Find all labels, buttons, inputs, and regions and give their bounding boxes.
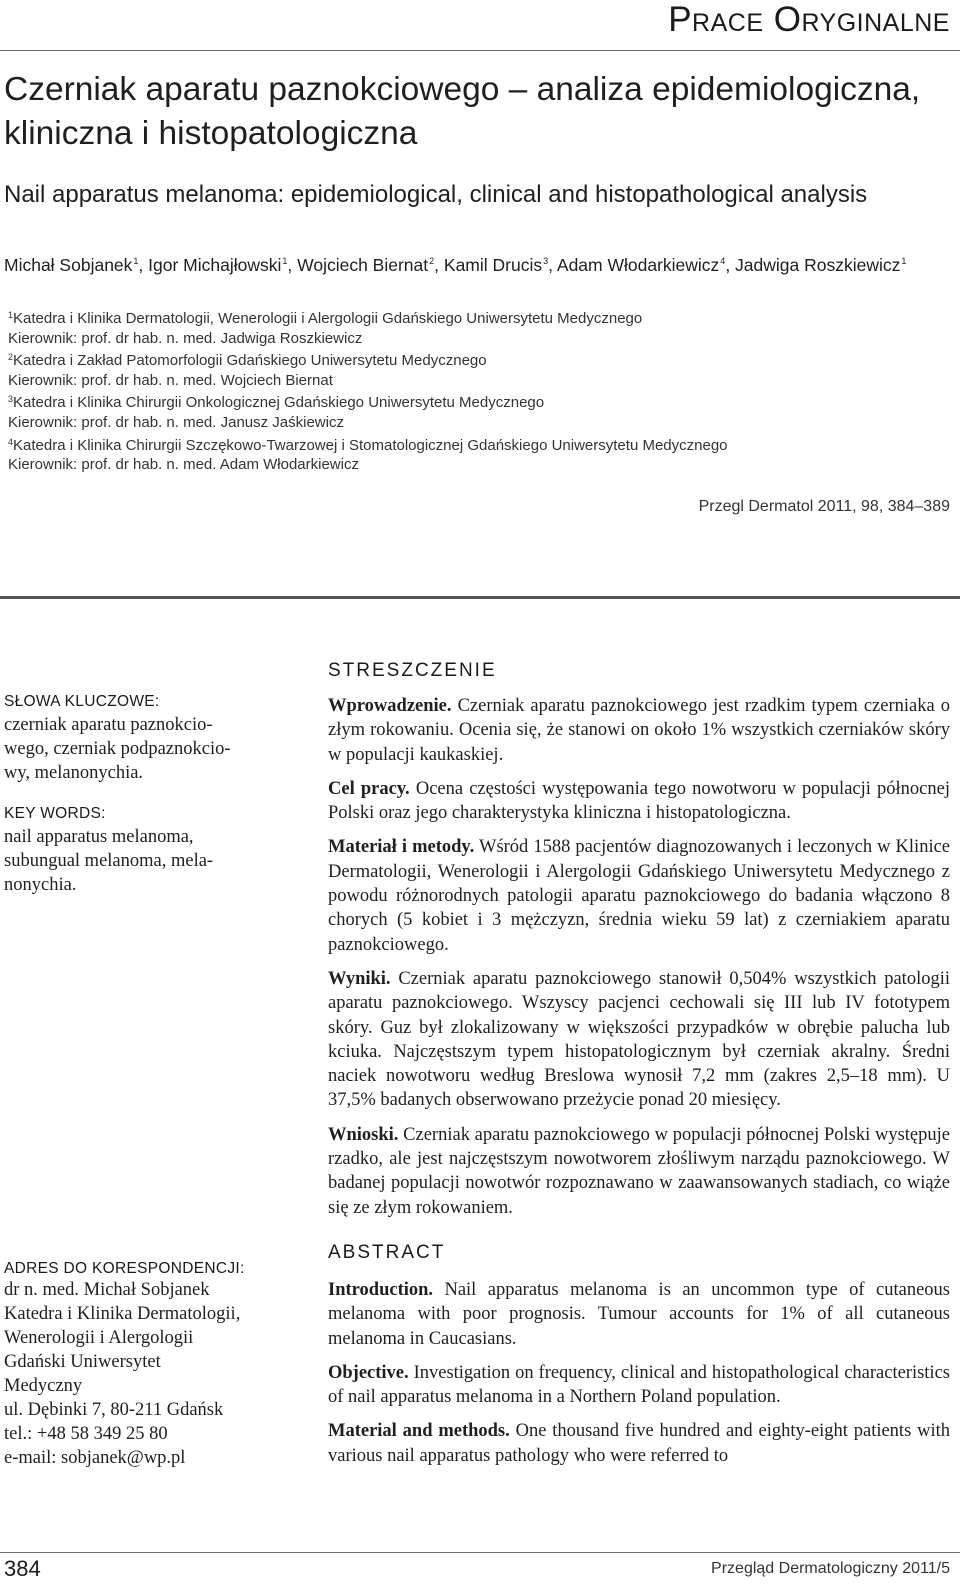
- abstract-paragraph: Wyniki. Czerniak aparatu paznokciowego stanowił 0,504% wszystkich patologii aparatu paznokciowego. Wszyscy pacjenci cechowali się III lub IV fototypem skóry. Guz był zlokalizowany w większości przypadków w obrębie palucha lub kciuka. Najczęstszym typem histopatologicznym był czerniak akralny. Średni naciek nowotworu według Breslowa wynosił 7,2 mm (zakres 2,5–18 mm). U 37,5% badanych obserwowano przeżycie ponad 20 miesięcy.: [328, 968, 950, 1111]
- journal-footer: Przegląd Dermatologiczny 2011/5: [711, 1560, 950, 1577]
- author: Jadwiga Roszkiewicz$^1$: [735, 255, 907, 275]
- email-link[interactable]: e-mail: sobjanek@wp.pl: [4, 1448, 186, 1468]
- author: Wojciech Biernat$^2$,: [297, 255, 444, 275]
- abstract-paragraph: Materiał i metody. Wśród 1588 pacjentów diagnozowanych i leczonych w Klinice Dermatologii, Wenerologii i Alergologii Gdańskiego Uniwersytetu Medycznego z powodu różnorodnych patologii aparatu paznokciowego do badania włączono 8 chorych (5 kobiet i 3 mężczyzn, średnia wieku 59 lat) z czerniakiem aparatu paznokciowego.: [328, 837, 951, 955]
- abstract-paragraph: Cel pracy. Ocena częstości występowania tego nowotworu w populacji północnej Polski oraz jego charakterystyka kliniczna i histopatologiczna.: [328, 778, 950, 824]
- header-rule: [0, 50, 960, 51]
- affiliations: [8, 306, 908, 475]
- keywords-en-heading: KEY WORDS:: [4, 805, 106, 822]
- correspondence-address: [4, 1260, 289, 1470]
- streszczenie-heading: STRESZCZENIE: [328, 660, 497, 681]
- author-list: [4, 248, 954, 278]
- keywords-en-text: nail apparatus melanoma, subungual melanoma, mela- nonychia.: [4, 827, 214, 895]
- citation: Przegl Dermatol 2011, 98, 384–389: [698, 498, 950, 515]
- title-english: Nail apparatus melanoma: epidemiological, clinical and histopathological analysis: [4, 181, 868, 208]
- keywords-pl-text: czerniak aparatu paznokcio- wego, czerniak podpaznokcio- wy, melanonychia.: [4, 715, 231, 783]
- affiliation-head: Kierownik: prof. dr hab. n. med. Janusz Jaśkiewicz: [8, 413, 344, 431]
- abstract-paragraph: Wprowadzenie. Czerniak aparatu paznokciowego jest rzadkim typem czerniaka o złym rokowaniu. Ocenia się, że stanowi on około 1% wszystkich czerniaków skóry w populacji kaukaskiej.: [328, 696, 950, 765]
- author: Adam Włodarkiewicz$^4$,: [556, 255, 736, 275]
- abstract-paragraph: Objective. Investigation on frequency, clinical and histopathological characteristics of nail apparatus melanoma in a Northern Poland population.: [328, 1362, 950, 1408]
- address-heading: ADRES DO KORESPONDENCJI:: [4, 1260, 245, 1277]
- author: Igor Michajłowski$^1$,: [148, 255, 298, 275]
- affiliation-head: Kierownik: prof. dr hab. n. med. Jadwiga Roszkiewicz: [8, 329, 363, 347]
- keywords-sidebar: [4, 693, 274, 897]
- affiliation-head: Kierownik: prof. dr hab. n. med. Wojciech Biernat: [8, 371, 333, 389]
- affiliation-item: $^3$Katedra i Klinika Chirurgii Onkologicznej Gdańskiego Uniwersytetu Medycznego: [8, 394, 545, 412]
- affiliation-item: $^1$Katedra i Klinika Dermatologii, Wenerologii i Alergologii Gdańskiego Uniwersytetu Medycznego: [8, 310, 643, 327]
- citation-rule: [0, 596, 960, 599]
- title-polish: Czerniak aparatu paznokciowego – analiza epidemiologiczna, kliniczna i histopatologiczna: [4, 71, 921, 152]
- address-text: dr n. med. Michał Sobjanek Katedra i Klinika Dermatologii, Wenerologii i Alergologii Gdański Uniwersytet Medyczny ul. Dębinki 7, 80-211 Gdańsk tel.: +48 58 349 25 80 e-mail: sobjanek@wp.pl: [4, 1278, 289, 1470]
- abstract-section: [328, 1242, 950, 1478]
- abstract-paragraph: Wnioski. Czerniak aparatu paznokciowego w populacji północnej Polski występuje rzadko, ale jest najczęstszym nowotworem złośliwym narządu paznokciowego. W badanej populacji nowotwór rozpoznawano w zaawansowanych stadiach, co wiąże się ze złym rokowaniem.: [328, 1124, 950, 1218]
- footer-rule: [0, 1552, 960, 1553]
- section-header: Prace Oryginalne: [668, 0, 950, 39]
- affiliation-head: Kierownik: prof. dr hab. n. med. Adam Włodarkiewicz: [8, 456, 359, 474]
- abstract-paragraph: Material and methods. One thousand five hundred and eighty-eight patients with various nail apparatus pathology who were referred to: [328, 1421, 950, 1466]
- abstract-heading: ABSTRACT: [328, 1242, 446, 1263]
- affiliation-item: $^2$Katedra i Zakład Patomorfologii Gdańskiego Uniwersytetu Medycznego: [8, 352, 487, 370]
- author: Michał Sobjanek$^1$,: [4, 255, 149, 275]
- streszczenie-section: [328, 660, 950, 1230]
- page-number: 384: [4, 1556, 41, 1581]
- keywords-pl-heading: SŁOWA KLUCZOWE:: [4, 693, 160, 710]
- author: Kamil Drucis$^3$,: [443, 255, 557, 275]
- abstract-paragraph: Introduction. Nail apparatus melanoma is an uncommon type of cutaneous melanoma with poor prognosis. Tumour accounts for 1% of all cutaneous melanoma in Caucasians.: [328, 1280, 950, 1349]
- affiliation-item: $^4$Katedra i Klinika Chirurgii Szczękowo-Twarzowej i Stomatologicznej Gdańskiego Uniwersytetu Medycznego: [8, 436, 728, 454]
